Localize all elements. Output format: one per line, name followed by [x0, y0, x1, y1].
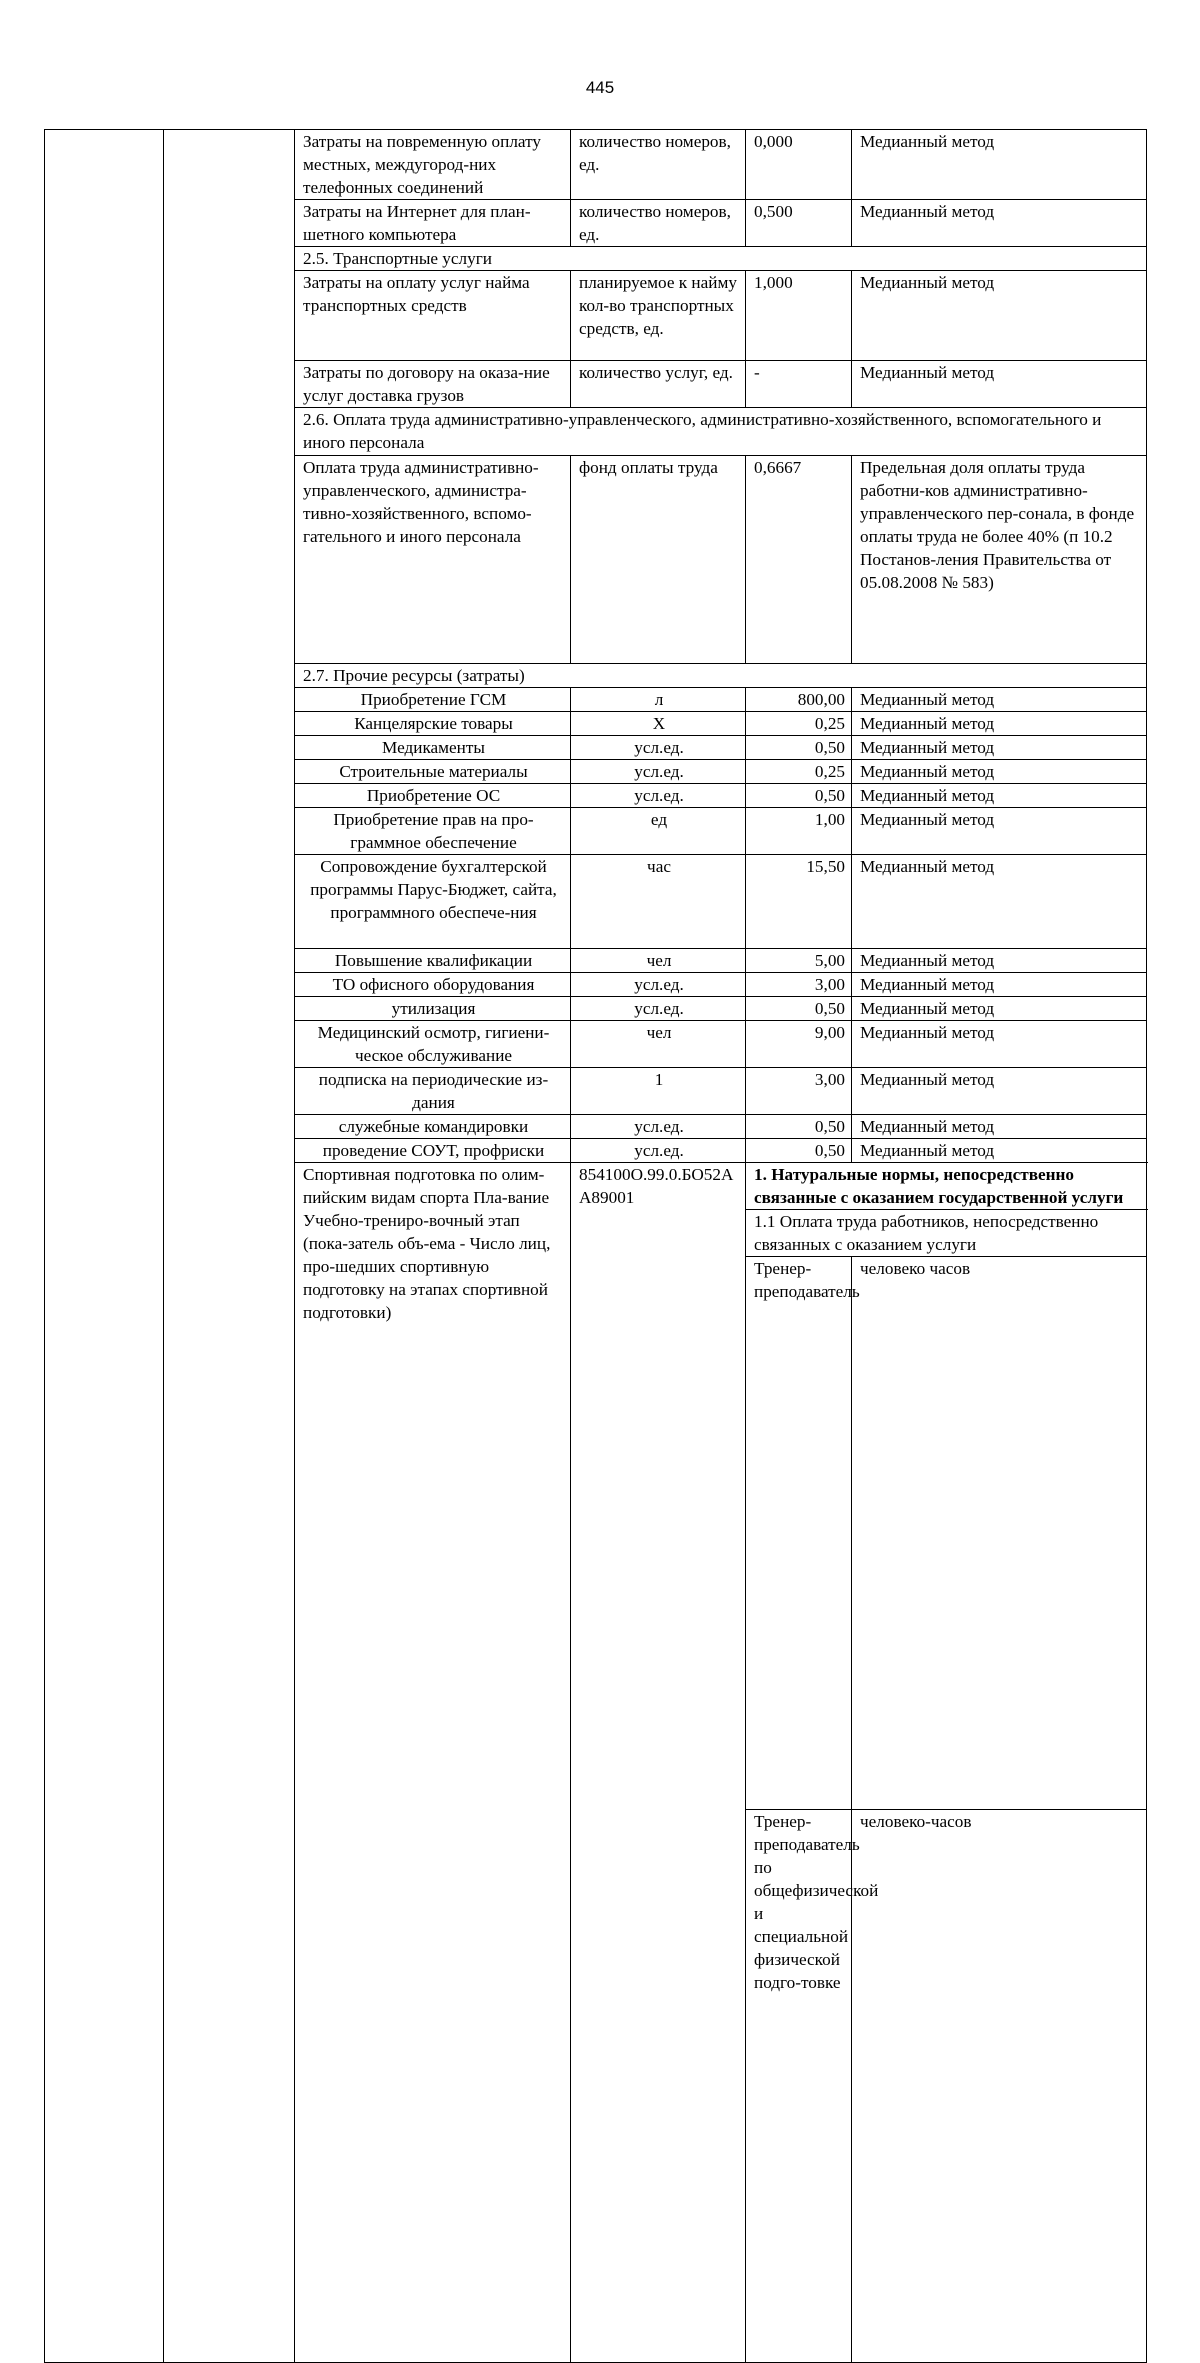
- method-cell: Предельная доля оплаты труда работни-ков административно-управленческого пер-сонала, в фонде оплаты труда не более 40% (п 10.2 Постанов-ления Правительства от 05.08.2008 № 583): [852, 456, 1147, 664]
- section-heading: 1.1 Оплата труда работников, непосредственно связанных с оказанием услуги: [746, 1210, 1147, 1257]
- cost-name: утилизация: [295, 997, 571, 1021]
- cost-name: подписка на периодические из-дания: [295, 1068, 571, 1115]
- method-cell: Медианный метод: [852, 1021, 1147, 1068]
- method-cell: Медианный метод: [852, 736, 1147, 760]
- cost-name: служебные командировки: [295, 1115, 571, 1139]
- value-cell: 0,500: [746, 200, 852, 247]
- method-cell: Медианный метод: [852, 997, 1147, 1021]
- value-cell: -: [746, 361, 852, 408]
- unit-cell: усл.ед.: [571, 736, 746, 760]
- unit-cell: 1: [571, 1068, 746, 1115]
- method-cell: Медианный метод: [852, 1068, 1147, 1115]
- value-cell: 5,00: [746, 949, 852, 973]
- value-cell: 9,00: [746, 1021, 852, 1068]
- method-cell: Медианный метод: [852, 130, 1147, 200]
- cost-name: Приобретение ОС: [295, 784, 571, 808]
- table-row: [45, 130, 1147, 200]
- unit-cell: усл.ед.: [571, 1115, 746, 1139]
- cost-name: Тренер-преподаватель: [746, 1257, 852, 1810]
- cost-name: Строительные материалы: [295, 760, 571, 784]
- unit-cell: усл.ед.: [571, 784, 746, 808]
- value-cell: 1,000: [746, 271, 852, 361]
- page-number: 445: [585, 78, 615, 97]
- unit-cell: час: [571, 855, 746, 949]
- unit-cell: количество номеров, ед.: [571, 130, 746, 200]
- unit-cell: человеко часов: [852, 1257, 1147, 1810]
- value-cell: 800,00: [746, 688, 852, 712]
- method-cell: Медианный метод: [852, 712, 1147, 736]
- value-cell: 1,00: [746, 808, 852, 855]
- cost-name: Приобретение ГСМ: [295, 688, 571, 712]
- cost-name: Затраты на оплату услуг найма транспортных средств: [295, 271, 571, 361]
- empty-service-cell: [45, 130, 164, 2363]
- value-cell: 0,50: [746, 1115, 852, 1139]
- value-cell: 3,00: [746, 973, 852, 997]
- unit-cell: л: [571, 688, 746, 712]
- cost-name: Затраты на повременную оплату местных, междугород-них телефонных соединений: [295, 130, 571, 200]
- section-heading: 2.6. Оплата труда административно-управленческого, административно-хозяйственного, вспомогательного и иного персонала: [295, 408, 1147, 456]
- cost-name: Тренер-преподаватель по общефизической и специальной физической подго-товке: [746, 1810, 852, 2363]
- unit-cell: усл.ед.: [571, 973, 746, 997]
- value-cell: 0,25: [746, 712, 852, 736]
- method-cell: Медианный метод: [852, 688, 1147, 712]
- method-cell: Медианный метод: [852, 1139, 1147, 1163]
- cost-name: Повышение квалификации: [295, 949, 571, 973]
- method-cell: Медианный метод: [852, 200, 1147, 247]
- unit-cell: количество услуг, ед.: [571, 361, 746, 408]
- value-cell: 15,50: [746, 855, 852, 949]
- value-cell: 0,50: [746, 784, 852, 808]
- value-cell: 0,25: [746, 760, 852, 784]
- cost-name: ТО офисного оборудования: [295, 973, 571, 997]
- method-cell: Медианный метод: [852, 973, 1147, 997]
- unit-cell: человеко-часов: [852, 1810, 1147, 2363]
- cost-name: Сопровождение бухгалтерской программы Парус-Бюджет, сайта, программного обеспече-ния: [295, 855, 571, 949]
- cost-name: Затраты на Интернет для план-шетного компьютера: [295, 200, 571, 247]
- method-cell: Медианный метод: [852, 760, 1147, 784]
- unit-cell: Х: [571, 712, 746, 736]
- unit-cell: планируемое к найму кол-во транспортных средств, ед.: [571, 271, 746, 361]
- cost-name: Медицинский осмотр, гигиени-ческое обслуживание: [295, 1021, 571, 1068]
- section-heading: 2.5. Транспортные услуги: [295, 247, 1147, 271]
- unit-cell: чел: [571, 1021, 746, 1068]
- empty-code-cell: [164, 130, 295, 2363]
- method-cell: Медианный метод: [852, 808, 1147, 855]
- value-cell: 0,000: [746, 130, 852, 200]
- cost-name: Медикаменты: [295, 736, 571, 760]
- cost-name: Оплата труда административно-управленческого, администра-тивно-хозяйственного, вспомо-гательного и иного персонала: [295, 456, 571, 664]
- unit-cell: усл.ед.: [571, 760, 746, 784]
- value-cell: 0,6667: [746, 456, 852, 664]
- norms-table: [44, 129, 1147, 2363]
- value-cell: 0,50: [746, 736, 852, 760]
- cost-name: проведение СОУТ, профриски: [295, 1139, 571, 1163]
- service-code-cell: 854100О.99.0.БО52АА89001: [571, 1163, 746, 2363]
- cost-name: Канцелярские товары: [295, 712, 571, 736]
- unit-cell: фонд оплаты труда: [571, 456, 746, 664]
- method-cell: Медианный метод: [852, 1115, 1147, 1139]
- value-cell: 0,50: [746, 1139, 852, 1163]
- method-cell: Медианный метод: [852, 271, 1147, 361]
- unit-cell: количество номеров, ед.: [571, 200, 746, 247]
- method-cell: Медианный метод: [852, 784, 1147, 808]
- unit-cell: усл.ед.: [571, 1139, 746, 1163]
- method-cell: Медианный метод: [852, 361, 1147, 408]
- section-heading: 1. Натуральные нормы, непосредственно связанные с оказанием государственной услуги: [746, 1163, 1147, 1210]
- value-cell: 3,00: [746, 1068, 852, 1115]
- cost-name: Затраты по договору на оказа-ние услуг доставка грузов: [295, 361, 571, 408]
- method-cell: Медианный метод: [852, 949, 1147, 973]
- method-cell: Медианный метод: [852, 855, 1147, 949]
- cost-name: Приобретение прав на про-граммное обеспечение: [295, 808, 571, 855]
- unit-cell: усл.ед.: [571, 997, 746, 1021]
- service-name-cell: Спортивная подготовка по олим-пийским видам спорта Пла-вание Учебно-трениро-вочный этап (пока-затель объ-ема - Число лиц, про-шедших спортивную подготовку на этапах спортивной подготовки): [295, 1163, 571, 2363]
- unit-cell: чел: [571, 949, 746, 973]
- section-heading: 2.7. Прочие ресурсы (затраты): [295, 664, 1147, 688]
- unit-cell: ед: [571, 808, 746, 855]
- value-cell: 0,50: [746, 997, 852, 1021]
